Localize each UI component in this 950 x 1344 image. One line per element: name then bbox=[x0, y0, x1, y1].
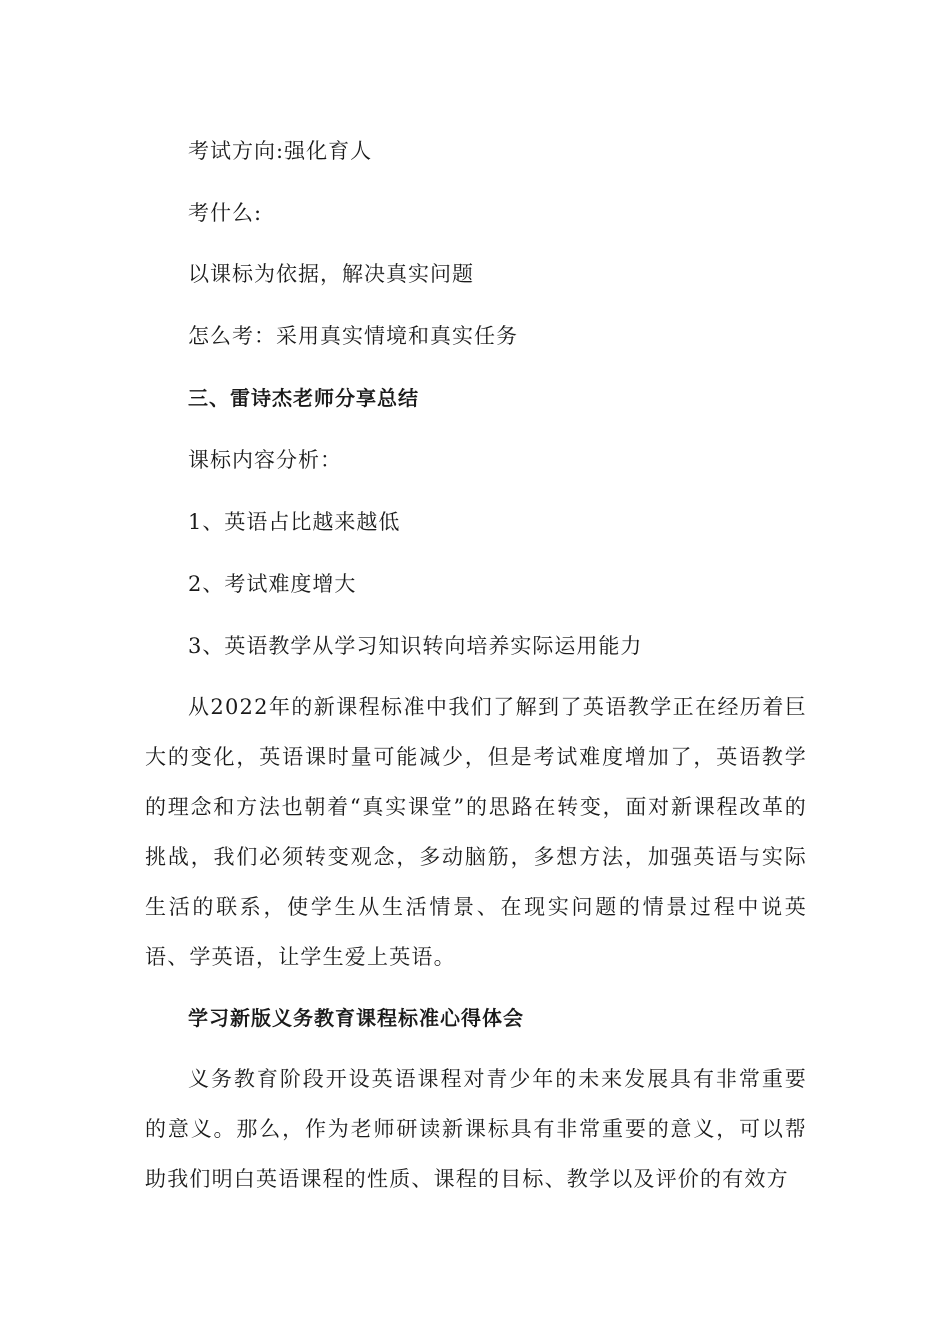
section-3-heading: 三、雷诗杰老师分享总结 bbox=[188, 386, 419, 410]
basis-line: 以课标为依据，解决真实问题 bbox=[188, 262, 474, 286]
list-item: 1、英语占比越来越低 bbox=[188, 510, 401, 534]
what-to-test-line: 考什么: bbox=[188, 201, 263, 225]
list-item: 2、考试难度增大 bbox=[188, 572, 357, 596]
analysis-label: 课标内容分析： bbox=[188, 448, 342, 472]
reflection-paragraph: 义务教育阶段开设英语课程对青少年的未来发展具有非常重要的意义。那么，作为老师研读新课标具有非常重要的意义，可以帮助我们明白英语课程的性质、课程的目标、教学以及评价的有效方 bbox=[145, 1067, 807, 1191]
reflection-heading: 学习新版义务教育课程标准心得体会 bbox=[188, 1006, 524, 1030]
how-to-test-line: 怎么考：采用真实情境和真实任务 bbox=[188, 324, 518, 348]
summary-paragraph: 从2022年的新课程标准中我们了解到了英语教学正在经历着巨大的变化，英语课时量可能减少，但是考试难度增加了，英语教学的理念和方法也朝着“真实课堂”的思路在转变，面对新课程改革的挑战，我们必须转变观念，多动脑筋，多想方法，加强英语与实际生活的联系，使学生从生活情景、在现实问题的情景过程中说英语、学英语，让学生爱上英语。 bbox=[145, 695, 807, 969]
list-item: 3、英语教学从学习知识转向培养实际运用能力 bbox=[188, 634, 643, 658]
exam-direction-line: 考试方向:强化育人 bbox=[188, 139, 373, 163]
